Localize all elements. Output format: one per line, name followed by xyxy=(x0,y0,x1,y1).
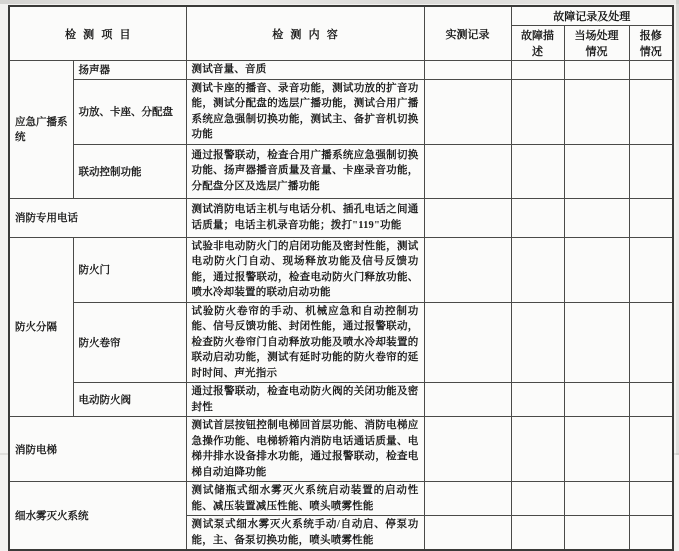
content-cell: 测试消防电话主机与电话分机、插孔电话之间通话质量；电话主机录音功能；拨打"119"功能 xyxy=(186,198,424,237)
section-label-cell: 消防专用电话 xyxy=(9,198,186,237)
fault-desc-cell xyxy=(511,198,564,237)
header-measured-record: 实测记录 xyxy=(424,6,511,61)
measured-record-cell xyxy=(424,61,511,80)
onsite-handling-cell xyxy=(564,144,629,198)
repair-status-cell xyxy=(629,302,673,383)
inspection-record-table xyxy=(8,5,674,551)
header-fault-group: 故障记录及处理 xyxy=(511,6,673,26)
repair-status-cell xyxy=(629,198,673,237)
repair-status-cell xyxy=(629,482,673,516)
content-cell: 试验非电动防火门的启闭功能及密封性能，测试电动防火门自动、现场释放功能及信号反馈功能，通过报警联动，检查电动防火门释放功能、喷水冷却装置的联动启动功能 xyxy=(186,237,424,302)
repair-status-cell xyxy=(629,144,673,198)
item-label-cell: 联动控制功能 xyxy=(73,144,186,198)
content-cell: 通过报警联动，检查电动防火阀的关闭功能及密封性 xyxy=(186,383,424,417)
header-onsite-handling: 当场处理情况 xyxy=(564,26,629,61)
measured-record-cell xyxy=(424,198,511,237)
fault-desc-cell xyxy=(511,383,564,417)
measured-record-cell xyxy=(424,144,511,198)
content-cell: 测试泵式细水雾灭火系统手动/自动启、停泵功能，主、备泵切换功能，喷头喷雾性能 xyxy=(186,516,424,551)
onsite-handling-cell xyxy=(564,482,629,516)
onsite-handling-cell xyxy=(564,417,629,482)
measured-record-cell xyxy=(424,79,511,144)
section-label-cell: 细水雾灭火系统 xyxy=(9,482,186,551)
onsite-handling-cell xyxy=(564,61,629,80)
fault-desc-cell xyxy=(511,302,564,383)
item-label-cell: 电动防火阀 xyxy=(73,383,186,417)
fault-desc-cell xyxy=(511,417,564,482)
header-fault-desc: 故障描述 xyxy=(511,26,564,61)
item-label-cell: 功放、卡座、分配盘 xyxy=(73,79,186,144)
header-inspection-item: 检测项目 xyxy=(9,6,186,61)
section-label-cell: 消防电梯 xyxy=(9,417,186,482)
measured-record-cell xyxy=(424,516,511,551)
measured-record-cell xyxy=(424,417,511,482)
repair-status-cell xyxy=(629,383,673,417)
repair-status-cell xyxy=(629,237,673,302)
header-inspection-content: 检测内容 xyxy=(186,6,424,61)
repair-status-cell xyxy=(629,61,673,80)
measured-record-cell xyxy=(424,482,511,516)
onsite-handling-cell xyxy=(564,516,629,551)
fault-desc-cell xyxy=(511,61,564,80)
fault-desc-cell xyxy=(511,516,564,551)
onsite-handling-cell xyxy=(564,198,629,237)
section-label-cell: 应急广播系统 xyxy=(9,61,73,199)
header-repair-status: 报修情况 xyxy=(629,26,673,61)
onsite-handling-cell xyxy=(564,383,629,417)
item-label-cell: 防火卷帘 xyxy=(73,302,186,383)
repair-status-cell xyxy=(629,516,673,551)
measured-record-cell xyxy=(424,383,511,417)
measured-record-cell xyxy=(424,237,511,302)
fault-desc-cell xyxy=(511,482,564,516)
item-label-cell: 扬声器 xyxy=(73,61,186,80)
content-cell: 测试首层按钮控制电梯回首层功能、消防电梯应急操作功能、电梯轿箱内消防电话通话质量、电梯井排水设备排水功能，通过报警联动，检查电梯自动迫降功能 xyxy=(186,417,424,482)
onsite-handling-cell xyxy=(564,302,629,383)
onsite-handling-cell xyxy=(564,237,629,302)
repair-status-cell xyxy=(629,417,673,482)
fault-desc-cell xyxy=(511,237,564,302)
fault-desc-cell xyxy=(511,144,564,198)
content-cell: 通过报警联动，检查合用广播系统应急强制切换功能、扬声器播音质量及音量、卡座录音功能，分配盘分区及选层广播功能 xyxy=(186,144,424,198)
item-label-cell: 防火门 xyxy=(73,237,186,302)
content-cell: 测试储瓶式细水雾灭火系统启动装置的启动性能、减压装置减压性能、喷头喷雾性能 xyxy=(186,482,424,516)
content-cell: 测试卡座的播音、录音功能，测试功放的扩音功能，测试分配盘的选层广播功能，测试合用广播系统应急强制切换功能，测试主、备扩音机切换功能 xyxy=(186,79,424,144)
section-label-cell: 防火分隔 xyxy=(9,237,73,417)
content-cell: 测试音量、音质 xyxy=(186,61,424,80)
fault-desc-cell xyxy=(511,79,564,144)
scan-artifact-top xyxy=(0,0,679,4)
repair-status-cell xyxy=(629,79,673,144)
onsite-handling-cell xyxy=(564,79,629,144)
content-cell: 试验防火卷帘的手动、机械应急和自动控制功能、信号反馈功能、封闭性能，通过报警联动，检查防火卷帘门自动释放功能及喷水冷却装置的联动启动功能，测试有延时功能的防火卷帘的延时时间、声光指示 xyxy=(186,302,424,383)
measured-record-cell xyxy=(424,302,511,383)
